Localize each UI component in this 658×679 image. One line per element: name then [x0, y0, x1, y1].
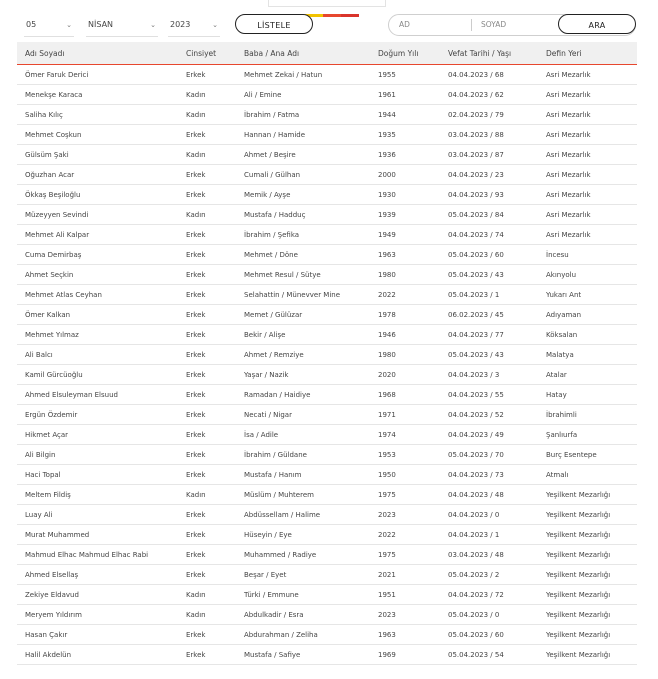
cell-burial-place: Yeşilkent Mezarlığı — [538, 605, 637, 625]
cell-name: Mehmet Ali Kalpar — [17, 225, 178, 245]
cell-burial-place: Yeşilkent Mezarlığı — [538, 625, 637, 645]
cell-parents: Ahmet / Remziye — [236, 345, 370, 365]
cell-name: Meryem Yıldırım — [17, 605, 178, 625]
column-header-birth-year: Doğum Yılı — [370, 42, 440, 65]
cell-gender: Kadın — [178, 85, 236, 105]
cell-burial-place: Burç Esentepe — [538, 445, 637, 465]
cell-burial-place: Asri Mezarlık — [538, 165, 637, 185]
cell-name: Ergün Özdemir — [17, 405, 178, 425]
table-row — [17, 465, 637, 485]
cell-death-date-age: 04.04.2023 / 48 — [440, 485, 538, 505]
cell-birth-year: 2022 — [370, 285, 440, 305]
cell-birth-year: 2021 — [370, 565, 440, 585]
cell-death-date-age: 03.04.2023 / 88 — [440, 125, 538, 145]
cell-burial-place: Atalar — [538, 365, 637, 385]
cell-death-date-age: 04.04.2023 / 55 — [440, 385, 538, 405]
cell-death-date-age: 03.04.2023 / 48 — [440, 545, 538, 565]
cell-name: Hasan Çakır — [17, 625, 178, 645]
cell-death-date-age: 04.04.2023 / 77 — [440, 325, 538, 345]
cell-parents: Mehmet / Döne — [236, 245, 370, 265]
cell-burial-place: Yeşilkent Mezarlığı — [538, 545, 637, 565]
table-row — [17, 245, 637, 265]
cell-birth-year: 1975 — [370, 485, 440, 505]
table-row — [17, 585, 637, 605]
cell-gender: Erkek — [178, 225, 236, 245]
cell-birth-year: 1980 — [370, 265, 440, 285]
cell-birth-year: 1963 — [370, 245, 440, 265]
table-row — [17, 325, 637, 345]
cell-name: Ömer Kalkan — [17, 305, 178, 325]
brand-stripe — [305, 2, 361, 5]
cell-parents: Abdurahman / Zeliha — [236, 625, 370, 645]
cell-birth-year: 1961 — [370, 85, 440, 105]
cell-gender: Kadın — [178, 605, 236, 625]
cell-burial-place: Akınyolu — [538, 265, 637, 285]
cell-death-date-age: 04.04.2023 / 72 — [440, 585, 538, 605]
cell-name: Gülsüm Şaki — [17, 145, 178, 165]
table-row — [17, 85, 637, 105]
cell-birth-year: 1936 — [370, 145, 440, 165]
cell-name: Zekiye Eldavud — [17, 585, 178, 605]
cell-gender: Erkek — [178, 385, 236, 405]
cell-burial-place: Asri Mezarlık — [538, 225, 637, 245]
cell-birth-year: 1955 — [370, 65, 440, 85]
cell-gender: Kadın — [178, 485, 236, 505]
cell-parents: Hüseyin / Eye — [236, 525, 370, 545]
cell-birth-year: 1978 — [370, 305, 440, 325]
cell-name: Ali Bilgin — [17, 445, 178, 465]
cell-parents: Abdulkadir / Esra — [236, 605, 370, 625]
cell-burial-place: Yeşilkent Mezarlığı — [538, 645, 637, 665]
cell-death-date-age: 04.04.2023 / 93 — [440, 185, 538, 205]
cell-burial-place: Yukarı Ant — [538, 285, 637, 305]
table-row — [17, 525, 637, 545]
cell-parents: İsa / Adile — [236, 425, 370, 445]
cell-burial-place: Asri Mezarlık — [538, 125, 637, 145]
cell-name: Hikmet Açar — [17, 425, 178, 445]
cell-birth-year: 1930 — [370, 185, 440, 205]
cell-burial-place: Malatya — [538, 345, 637, 365]
cell-gender: Erkek — [178, 185, 236, 205]
death-records-table — [17, 42, 637, 665]
cell-birth-year: 1951 — [370, 585, 440, 605]
cell-birth-year: 2000 — [370, 165, 440, 185]
cell-gender: Erkek — [178, 505, 236, 525]
cell-burial-place: Adıyaman — [538, 305, 637, 325]
table-row — [17, 385, 637, 405]
cell-burial-place: Yeşilkent Mezarlığı — [538, 565, 637, 585]
table-row — [17, 505, 637, 525]
cell-parents: Müslüm / Muhterem — [236, 485, 370, 505]
cell-burial-place: Asri Mezarlık — [538, 185, 637, 205]
cell-death-date-age: 04.04.2023 / 23 — [440, 165, 538, 185]
table-row — [17, 285, 637, 305]
cell-burial-place: Hatay — [538, 385, 637, 405]
column-header-death-date-age: Vefat Tarihi / Yaşı — [440, 42, 538, 65]
year-select[interactable] — [168, 14, 220, 37]
cell-death-date-age: 05.04.2023 / 60 — [440, 245, 538, 265]
table-row — [17, 425, 637, 445]
cell-birth-year: 1939 — [370, 205, 440, 225]
cell-parents: Ahmet / Beşire — [236, 145, 370, 165]
cell-gender: Erkek — [178, 345, 236, 365]
table-row — [17, 485, 637, 505]
cell-birth-year: 2022 — [370, 525, 440, 545]
cell-parents: İbrahim / Şefika — [236, 225, 370, 245]
cell-parents: Abdüssellam / Halime — [236, 505, 370, 525]
cell-burial-place: İbrahimli — [538, 405, 637, 425]
cell-name: Menekşe Karaca — [17, 85, 178, 105]
cell-gender: Erkek — [178, 265, 236, 285]
cell-parents: Ali / Emine — [236, 85, 370, 105]
cell-death-date-age: 04.04.2023 / 49 — [440, 425, 538, 445]
cell-gender: Erkek — [178, 625, 236, 645]
cell-gender: Erkek — [178, 445, 236, 465]
chevron-down-icon: ⌄ — [212, 21, 218, 29]
cell-death-date-age: 06.02.2023 / 45 — [440, 305, 538, 325]
table-row — [17, 625, 637, 645]
table-row — [17, 65, 637, 85]
column-header-gender: Cinsiyet — [178, 42, 236, 65]
cell-name: Kamil Gürcüoğlu — [17, 365, 178, 385]
column-header-burial-place: Defin Yeri — [538, 42, 637, 65]
cell-birth-year: 1944 — [370, 105, 440, 125]
cell-name: Halil Akdelün — [17, 645, 178, 665]
cell-name: Oğuzhan Acar — [17, 165, 178, 185]
cell-gender: Erkek — [178, 165, 236, 185]
table-row — [17, 565, 637, 585]
cell-gender: Erkek — [178, 285, 236, 305]
cell-parents: Yaşar / Nazik — [236, 365, 370, 385]
table-row — [17, 545, 637, 565]
cell-birth-year: 2023 — [370, 605, 440, 625]
list-button[interactable]: LİSTELE — [235, 14, 313, 34]
cell-parents: Necati / Nigar — [236, 405, 370, 425]
cell-death-date-age: 04.04.2023 / 1 — [440, 525, 538, 545]
cell-death-date-age: 02.04.2023 / 79 — [440, 105, 538, 125]
cell-parents: Cumali / Gülhan — [236, 165, 370, 185]
month-select-value: NİSAN — [88, 20, 114, 29]
cell-name: Cuma Demirbaş — [17, 245, 178, 265]
cell-birth-year: 1974 — [370, 425, 440, 445]
cell-birth-year: 1950 — [370, 465, 440, 485]
filter-bar — [0, 12, 658, 38]
cell-gender: Erkek — [178, 645, 236, 665]
chevron-down-icon: ⌄ — [150, 21, 156, 29]
cell-parents: Türki / Emmune — [236, 585, 370, 605]
cell-burial-place: Asri Mezarlık — [538, 145, 637, 165]
first-name-input[interactable]: AD — [399, 20, 410, 29]
cell-name: Ali Balcı — [17, 345, 178, 365]
cell-burial-place: Yeşilkent Mezarlığı — [538, 585, 637, 605]
cell-gender: Kadın — [178, 205, 236, 225]
cell-name: Mahmud Elhac Mahmud Elhac Rabi — [17, 545, 178, 565]
cell-death-date-age: 05.04.2023 / 43 — [440, 345, 538, 365]
table-row — [17, 305, 637, 325]
table-row — [17, 345, 637, 365]
cell-burial-place: Asri Mezarlık — [538, 85, 637, 105]
cell-gender: Kadın — [178, 105, 236, 125]
cell-burial-place: Şanlıurfa — [538, 425, 637, 445]
cell-gender: Kadın — [178, 585, 236, 605]
table-row — [17, 605, 637, 625]
table-row — [17, 265, 637, 285]
cell-death-date-age: 05.04.2023 / 70 — [440, 445, 538, 465]
cell-name: Mehmet Yılmaz — [17, 325, 178, 345]
cell-birth-year: 1949 — [370, 225, 440, 245]
cell-name: Ahmed Elsuleyman Elsuud — [17, 385, 178, 405]
cell-birth-year: 1953 — [370, 445, 440, 465]
cell-name: Meltem Fildiş — [17, 485, 178, 505]
day-select[interactable] — [24, 14, 74, 37]
cell-gender: Erkek — [178, 545, 236, 565]
cell-parents: Mustafa / Hanım — [236, 465, 370, 485]
table-row — [17, 105, 637, 125]
month-select[interactable] — [86, 14, 158, 37]
cell-name: Mehmet Coşkun — [17, 125, 178, 145]
cell-death-date-age: 05.04.2023 / 84 — [440, 205, 538, 225]
cell-death-date-age: 04.04.2023 / 62 — [440, 85, 538, 105]
cell-name: Mehmet Atlas Ceyhan — [17, 285, 178, 305]
cell-gender: Erkek — [178, 565, 236, 585]
table-row — [17, 405, 637, 425]
cell-parents: İbrahim / Güldane — [236, 445, 370, 465]
cell-birth-year: 2020 — [370, 365, 440, 385]
chevron-down-icon: ⌄ — [66, 21, 72, 29]
column-header-name: Adı Soyadı — [17, 42, 178, 65]
cell-death-date-age: 04.04.2023 / 68 — [440, 65, 538, 85]
cell-death-date-age: 04.04.2023 / 0 — [440, 505, 538, 525]
cell-parents: Hannan / Hamide — [236, 125, 370, 145]
column-header-parents: Baba / Ana Adı — [236, 42, 370, 65]
cell-death-date-age: 03.04.2023 / 87 — [440, 145, 538, 165]
cell-name: Ahmed Elsellaş — [17, 565, 178, 585]
cell-name: Saliha Kılıç — [17, 105, 178, 125]
cell-parents: Selahattin / Münevver Mine — [236, 285, 370, 305]
cell-gender: Erkek — [178, 405, 236, 425]
cell-parents: Mustafa / Safiye — [236, 645, 370, 665]
search-divider — [471, 19, 472, 31]
cell-gender: Kadın — [178, 145, 236, 165]
cell-death-date-age: 05.04.2023 / 2 — [440, 565, 538, 585]
header-logo-band — [268, 0, 386, 7]
cell-burial-place: Yeşilkent Mezarlığı — [538, 505, 637, 525]
cell-death-date-age: 05.04.2023 / 0 — [440, 605, 538, 625]
cell-birth-year: 1963 — [370, 625, 440, 645]
cell-parents: Mehmet Zekai / Hatun — [236, 65, 370, 85]
cell-gender: Erkek — [178, 425, 236, 445]
search-button[interactable]: ARA — [558, 14, 636, 34]
cell-gender: Erkek — [178, 365, 236, 385]
cell-name: Ökkaş Beşiloğlu — [17, 185, 178, 205]
cell-gender: Erkek — [178, 125, 236, 145]
cell-parents: Ramadan / Haidiye — [236, 385, 370, 405]
cell-burial-place: Asri Mezarlık — [538, 65, 637, 85]
cell-parents: Memet / Gülüzar — [236, 305, 370, 325]
table-header-row — [17, 42, 637, 65]
table-row — [17, 645, 637, 665]
cell-gender: Erkek — [178, 65, 236, 85]
cell-gender: Erkek — [178, 245, 236, 265]
table-row — [17, 165, 637, 185]
cell-death-date-age: 05.04.2023 / 54 — [440, 645, 538, 665]
table-row — [17, 205, 637, 225]
table-row — [17, 445, 637, 465]
cell-burial-place: Asri Mezarlık — [538, 105, 637, 125]
cell-name: Ahmet Seçkin — [17, 265, 178, 285]
cell-burial-place: Köksalan — [538, 325, 637, 345]
cell-birth-year: 1971 — [370, 405, 440, 425]
cell-birth-year: 1975 — [370, 545, 440, 565]
cell-burial-place: İncesu — [538, 245, 637, 265]
cell-name: Müzeyyen Sevindi — [17, 205, 178, 225]
cell-gender: Erkek — [178, 325, 236, 345]
table-row — [17, 365, 637, 385]
cell-birth-year: 1946 — [370, 325, 440, 345]
cell-death-date-age: 04.04.2023 / 73 — [440, 465, 538, 485]
cell-birth-year: 2023 — [370, 505, 440, 525]
cell-parents: Mustafa / Hadduç — [236, 205, 370, 225]
cell-parents: Muhammed / Radiye — [236, 545, 370, 565]
table-row — [17, 225, 637, 245]
cell-death-date-age: 04.04.2023 / 3 — [440, 365, 538, 385]
day-select-value: 05 — [26, 20, 37, 29]
cell-parents: Beşar / Eyet — [236, 565, 370, 585]
cell-parents: Bekir / Alişe — [236, 325, 370, 345]
cell-burial-place: Asri Mezarlık — [538, 205, 637, 225]
cell-burial-place: Yeşilkent Mezarlığı — [538, 525, 637, 545]
cell-gender: Erkek — [178, 525, 236, 545]
cell-gender: Erkek — [178, 305, 236, 325]
cell-parents: Memik / Ayşe — [236, 185, 370, 205]
cell-gender: Erkek — [178, 465, 236, 485]
year-select-value: 2023 — [170, 20, 191, 29]
table-row — [17, 125, 637, 145]
cell-death-date-age: 04.04.2023 / 52 — [440, 405, 538, 425]
cell-birth-year: 1935 — [370, 125, 440, 145]
cell-parents: Mehmet Resul / Sütye — [236, 265, 370, 285]
table-row — [17, 145, 637, 165]
cell-burial-place: Yeşilkent Mezarlığı — [538, 485, 637, 505]
cell-name: Luay Ali — [17, 505, 178, 525]
cell-name: Murat Muhammed — [17, 525, 178, 545]
cell-birth-year: 1980 — [370, 345, 440, 365]
cell-name: Haci Topal — [17, 465, 178, 485]
cell-birth-year: 1969 — [370, 645, 440, 665]
cell-parents: İbrahim / Fatma — [236, 105, 370, 125]
cell-birth-year: 1968 — [370, 385, 440, 405]
cell-death-date-age: 05.04.2023 / 60 — [440, 625, 538, 645]
cell-burial-place: Atmalı — [538, 465, 637, 485]
cell-death-date-age: 04.04.2023 / 74 — [440, 225, 538, 245]
cell-name: Ömer Faruk Derici — [17, 65, 178, 85]
last-name-input[interactable]: SOYAD — [481, 20, 507, 29]
table-row — [17, 185, 637, 205]
cell-death-date-age: 05.04.2023 / 43 — [440, 265, 538, 285]
cell-death-date-age: 05.04.2023 / 1 — [440, 285, 538, 305]
